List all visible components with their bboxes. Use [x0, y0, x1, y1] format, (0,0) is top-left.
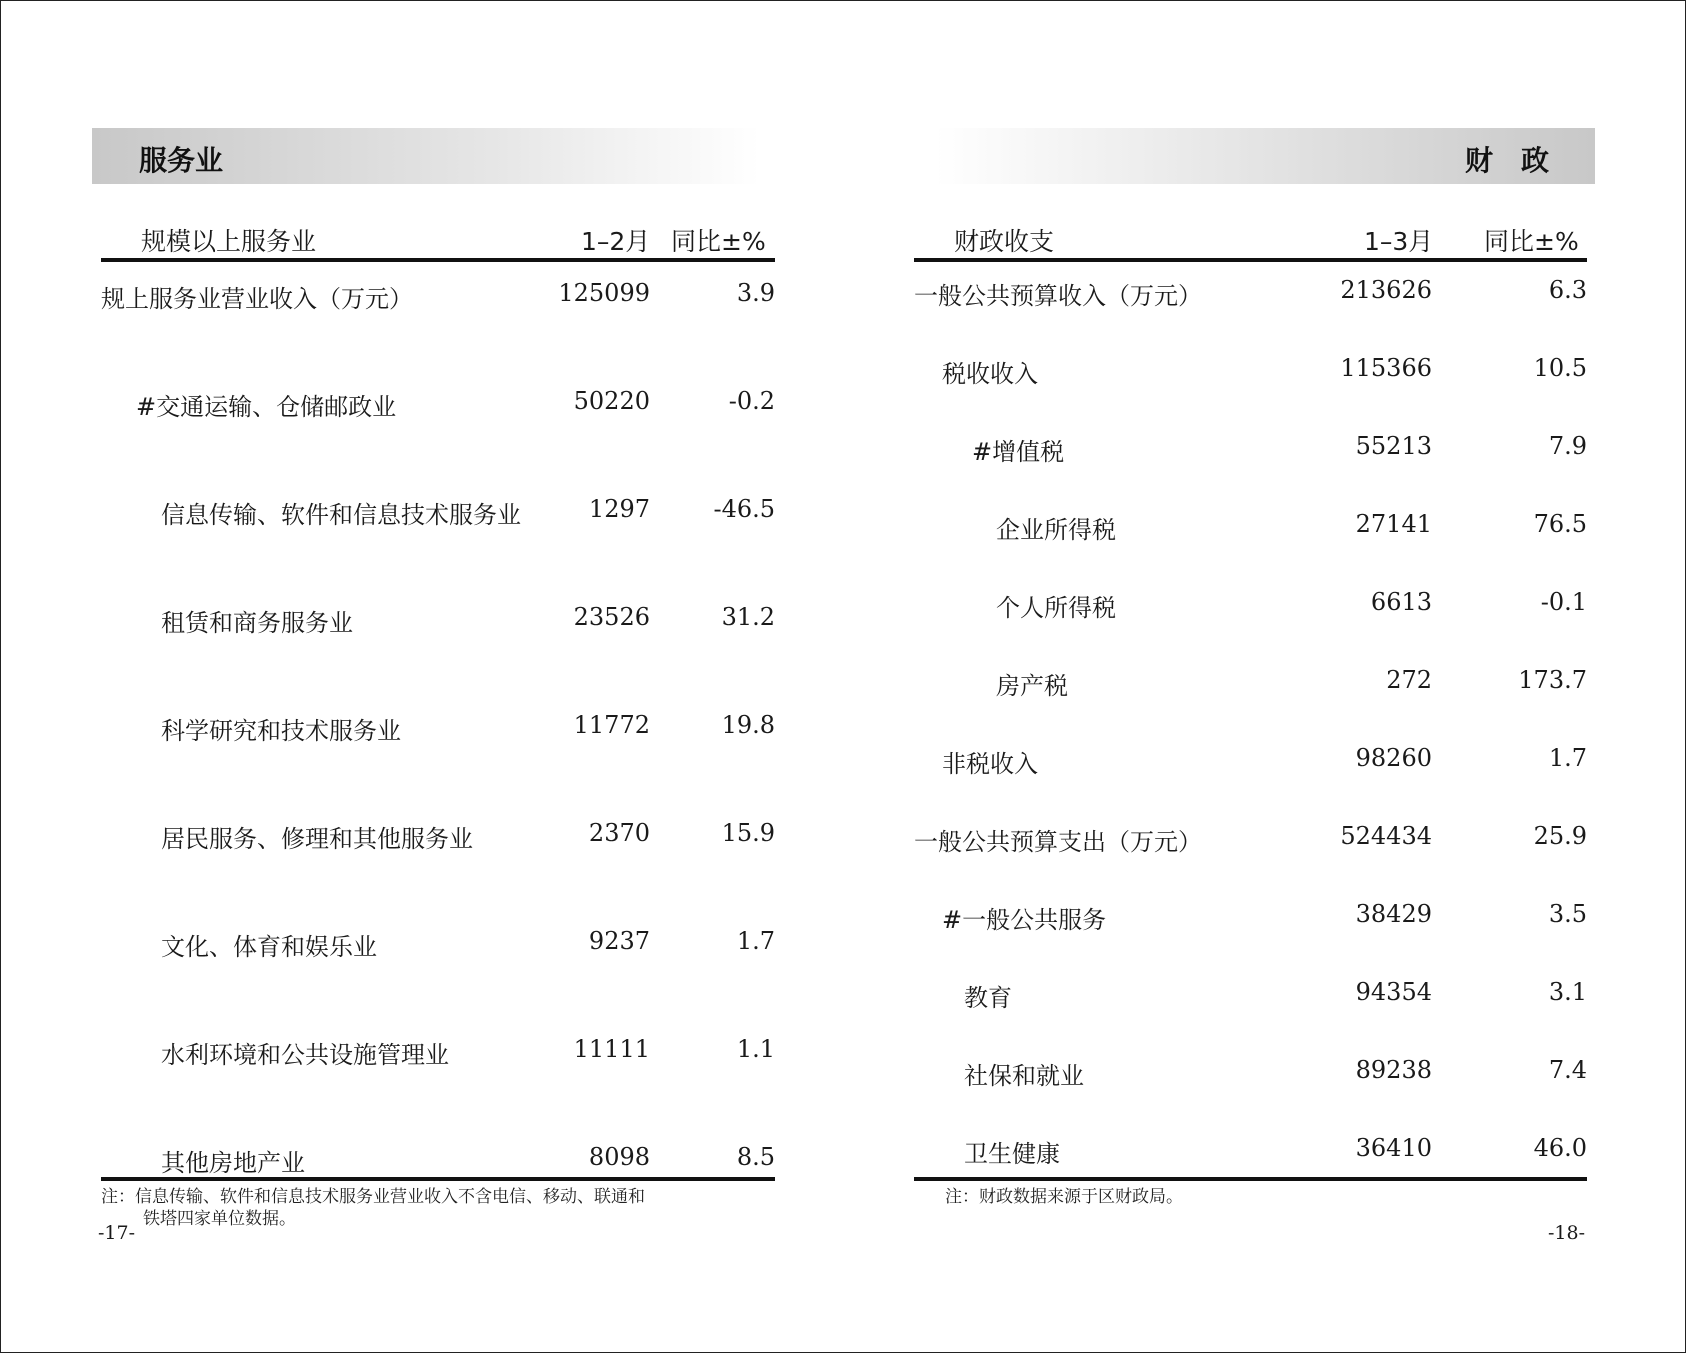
table-row: [101, 711, 775, 747]
table-note: [101, 1186, 781, 1230]
row-value: 89238: [1355, 1056, 1432, 1084]
table-row: [914, 822, 1587, 858]
table-row: [914, 588, 1587, 624]
table-row: [101, 603, 775, 639]
row-label: 居民服务、修理和其他服务业: [161, 825, 473, 853]
table-bottom-rule: [914, 1177, 1587, 1181]
row-yoy: 46.0: [1533, 1134, 1587, 1162]
section-title: 财政: [1464, 144, 1577, 177]
table-row: [101, 1035, 775, 1071]
row-yoy: 19.8: [721, 711, 775, 739]
page-number: -17-: [98, 1222, 136, 1244]
row-yoy: 7.4: [1548, 1056, 1587, 1084]
row-yoy: 6.3: [1548, 276, 1587, 304]
row-value: 36410: [1355, 1134, 1432, 1162]
row-label: 房产税: [996, 672, 1068, 700]
row-label: 税收收入: [942, 360, 1038, 388]
row-label: 一般公共预算支出（万元）: [914, 828, 1202, 856]
row-label: #增值税: [972, 438, 1065, 466]
table-row: [914, 978, 1587, 1014]
page-18: [843, 0, 1686, 1353]
row-value: 94354: [1355, 978, 1432, 1006]
row-value: 8098: [588, 1143, 650, 1171]
table-row: [914, 666, 1587, 702]
section-header-band: [935, 128, 1595, 184]
row-yoy: 76.5: [1533, 510, 1587, 538]
row-value: 38429: [1355, 900, 1432, 928]
row-label: 卫生健康: [964, 1140, 1060, 1168]
table-header: [101, 216, 775, 256]
row-yoy: -46.5: [713, 495, 775, 523]
row-value: 125099: [558, 279, 650, 307]
row-label: 文化、体育和娱乐业: [161, 933, 377, 961]
table-row: [914, 432, 1587, 468]
row-value: 115366: [1340, 354, 1432, 382]
row-label: 非税收入: [942, 750, 1038, 778]
table-row: [914, 276, 1587, 312]
note-line: 注：财政数据来源于区财政局。: [945, 1187, 1183, 1207]
row-yoy: 173.7: [1518, 666, 1587, 694]
header-yoy: 同比±%: [671, 227, 766, 256]
section-title: 服务业: [139, 144, 224, 177]
table-row: [101, 495, 775, 531]
row-label: #交通运输、仓储邮政业: [136, 393, 397, 421]
row-value: 524434: [1340, 822, 1432, 850]
row-yoy: 8.5: [736, 1143, 775, 1171]
row-yoy: -0.2: [728, 387, 775, 415]
table-bottom-rule: [101, 1177, 775, 1181]
row-label: 科学研究和技术服务业: [161, 717, 401, 745]
table-top-rule: [914, 258, 1587, 262]
table-top-rule: [101, 258, 775, 262]
row-label: 企业所得税: [996, 516, 1116, 544]
table-note: [945, 1186, 1545, 1208]
row-label: 个人所得税: [996, 594, 1116, 622]
table-row: [914, 510, 1587, 546]
header-period: 1–3月: [1364, 227, 1434, 256]
row-value: 6613: [1370, 588, 1432, 616]
row-label: 一般公共预算收入（万元）: [914, 282, 1202, 310]
row-label: 信息传输、软件和信息技术服务业: [161, 501, 521, 529]
row-value: 272: [1386, 666, 1432, 694]
table-row: [914, 744, 1587, 780]
row-yoy: 25.9: [1533, 822, 1587, 850]
table-row: [914, 1056, 1587, 1092]
row-value: 11111: [573, 1035, 650, 1063]
row-label: 水利环境和公共设施管理业: [161, 1041, 449, 1069]
row-yoy: 1.1: [736, 1035, 775, 1063]
row-label: 租赁和商务服务业: [161, 609, 353, 637]
table-row: [101, 279, 775, 315]
row-value: 9237: [588, 927, 650, 955]
header-yoy: 同比±%: [1484, 227, 1579, 256]
row-label: 教育: [964, 984, 1012, 1012]
row-yoy: -0.1: [1540, 588, 1587, 616]
row-value: 27141: [1355, 510, 1432, 538]
row-yoy: 3.5: [1548, 900, 1587, 928]
row-yoy: 7.9: [1548, 432, 1587, 460]
row-value: 23526: [573, 603, 650, 631]
row-yoy: 31.2: [721, 603, 775, 631]
row-yoy: 15.9: [721, 819, 775, 847]
row-label: #一般公共服务: [942, 906, 1107, 934]
row-value: 213626: [1340, 276, 1432, 304]
table-row: [914, 900, 1587, 936]
row-yoy: 3.9: [736, 279, 775, 307]
table-row: [101, 819, 775, 855]
table-row: [101, 927, 775, 963]
table-row: [101, 387, 775, 423]
header-category: 财政收支: [954, 227, 1055, 256]
row-label: 社保和就业: [964, 1062, 1084, 1090]
page-number: -18-: [1548, 1222, 1586, 1244]
row-value: 11772: [573, 711, 650, 739]
table-row: [914, 1134, 1587, 1170]
header-category: 规模以上服务业: [141, 227, 317, 256]
row-yoy: 1.7: [1548, 744, 1587, 772]
header-period: 1–2月: [581, 227, 651, 256]
table-row: [101, 1143, 775, 1179]
row-value: 50220: [573, 387, 650, 415]
section-header-band: [92, 128, 760, 184]
row-value: 98260: [1355, 744, 1432, 772]
note-line: 注：信息传输、软件和信息技术服务业营业收入不含电信、移动、联通和: [101, 1187, 645, 1207]
row-yoy: 1.7: [736, 927, 775, 955]
row-value: 1297: [588, 495, 650, 523]
row-yoy: 3.1: [1548, 978, 1587, 1006]
row-label: 规上服务业营业收入（万元）: [101, 285, 413, 313]
table-row: [914, 354, 1587, 390]
row-yoy: 10.5: [1533, 354, 1587, 382]
row-value: 2370: [588, 819, 650, 847]
note-line: 铁塔四家单位数据。: [143, 1209, 296, 1229]
row-label: 其他房地产业: [161, 1149, 305, 1177]
row-value: 55213: [1355, 432, 1432, 460]
table-header: [914, 216, 1587, 256]
